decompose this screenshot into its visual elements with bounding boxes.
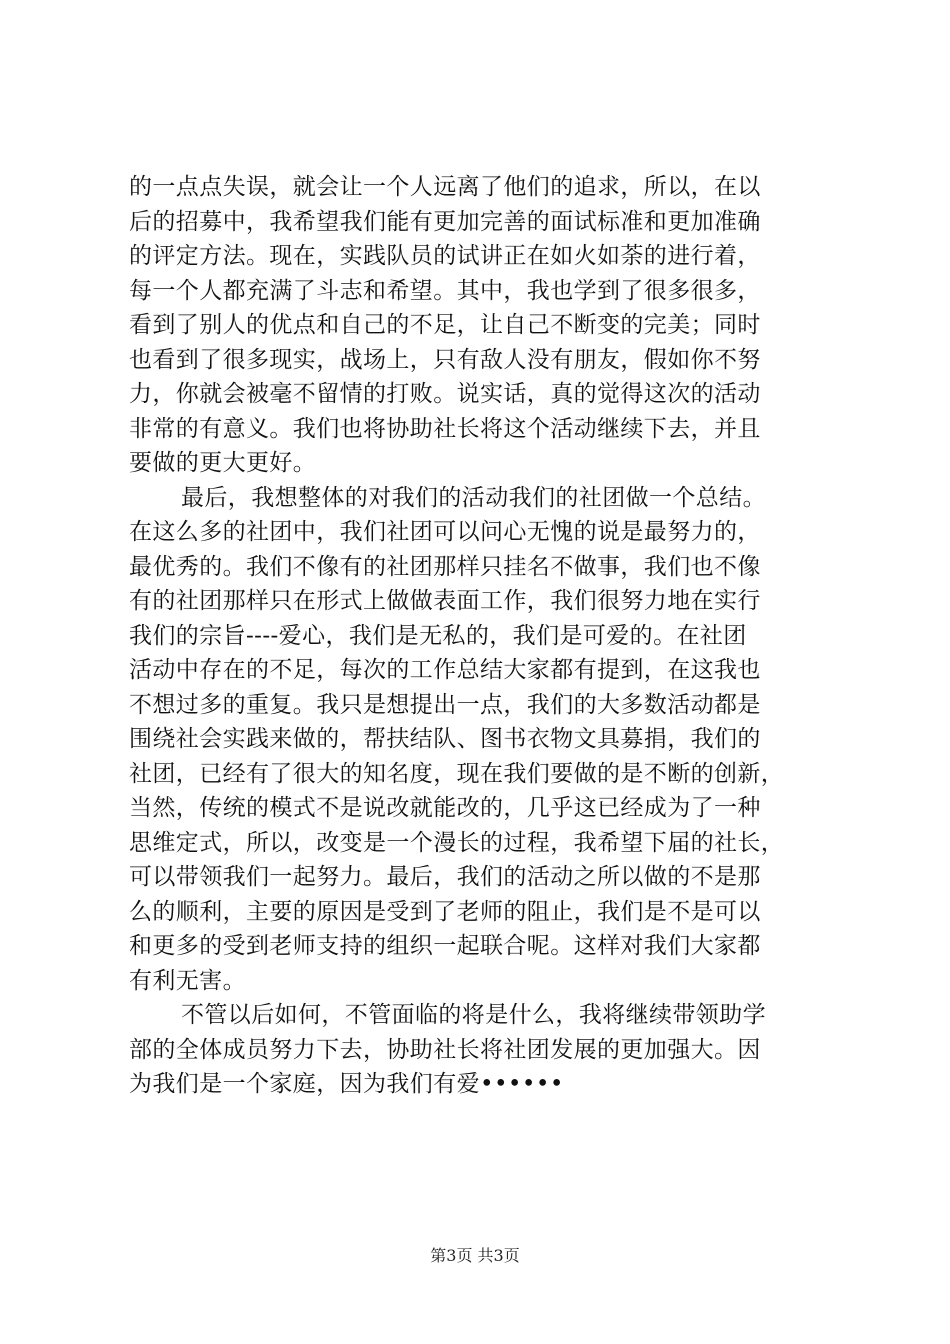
text-line: 有的社团那样只在形式上做做表面工作，我们很努力地在实行 — [129, 588, 761, 614]
text-line: 要做的更大更好。 — [129, 450, 317, 476]
text-line: 在这么多的社团中，我们社团可以问心无愧的说是最努力的， — [129, 519, 761, 545]
text-line: 的评定方法。现在，实践队员的试讲正在如火如荼的进行着， — [129, 243, 761, 269]
text-line: 思维定式，所以，改变是一个漫长的过程，我希望下届的社长， — [129, 829, 785, 856]
text-line: 每一个人都充满了斗志和希望。其中，我也学到了很多很多， — [129, 277, 761, 304]
text-line: 部的全体成员努力下去，协助社长将社团发展的更加强大。因 — [129, 1036, 761, 1063]
text-line: 也看到了很多现实，战场上，只有敌人没有朋友，假如你不努 — [129, 346, 761, 373]
text-line: 的一点点失误，就会让一个人远离了他们的追求，所以，在以 — [129, 174, 761, 200]
page-footer: 第3页 共3页 — [430, 1246, 520, 1265]
text-line: 么的顺利，主要的原因是受到了老师的阻止，我们是不是可以 — [129, 898, 761, 925]
text-line: 社团，已经有了很大的知名度，现在我们要做的是不断的创新， — [129, 760, 785, 787]
text-line: 当然，传统的模式不是说改就能改的，几乎这已经成为了一种 — [129, 795, 761, 821]
text-line: 活动中存在的不足，每次的工作总结大家都有提到，在这我也 — [129, 657, 761, 683]
text-line: 看到了别人的优点和自己的不足，让自己不断变的完美；同时 — [129, 312, 761, 338]
paragraph-first-line: 最后，我想整体的对我们的活动我们的社团做一个总结。 — [181, 484, 766, 511]
document-body — [129, 170, 829, 1102]
text-line: 有利无害。 — [129, 967, 246, 994]
text-line: 非常的有意义。我们也将协助社长将这个活动继续下去，并且 — [129, 415, 761, 442]
text-line: 围绕社会实践来做的，帮扶结队、图书衣物文具募捐，我们的 — [129, 726, 761, 752]
text-line: 为我们是一个家庭，因为我们有爱•••••• — [129, 1071, 564, 1097]
text-line: 我们的宗旨----爱心，我们是无私的，我们是可爱的。在社团 — [129, 622, 747, 649]
paragraph-first-line: 不管以后如何，不管面临的将是什么，我将继续带领助学 — [181, 1002, 766, 1028]
text-line: 可以带领我们一起努力。最后，我们的活动之所以做的不是那 — [129, 864, 761, 890]
text-line: 最优秀的。我们不像有的社团那样只挂名不做事，我们也不像 — [129, 553, 761, 580]
text-line: 和更多的受到老师支持的组织一起联合呢。这样对我们大家都 — [129, 933, 761, 959]
text-line: 后的招募中，我希望我们能有更加完善的面试标准和更加准确 — [129, 208, 761, 235]
text-line: 力，你就会被毫不留情的打败。说实话，真的觉得这次的活动 — [129, 381, 761, 407]
text-line: 不想过多的重复。我只是想提出一点，我们的大多数活动都是 — [129, 691, 761, 718]
